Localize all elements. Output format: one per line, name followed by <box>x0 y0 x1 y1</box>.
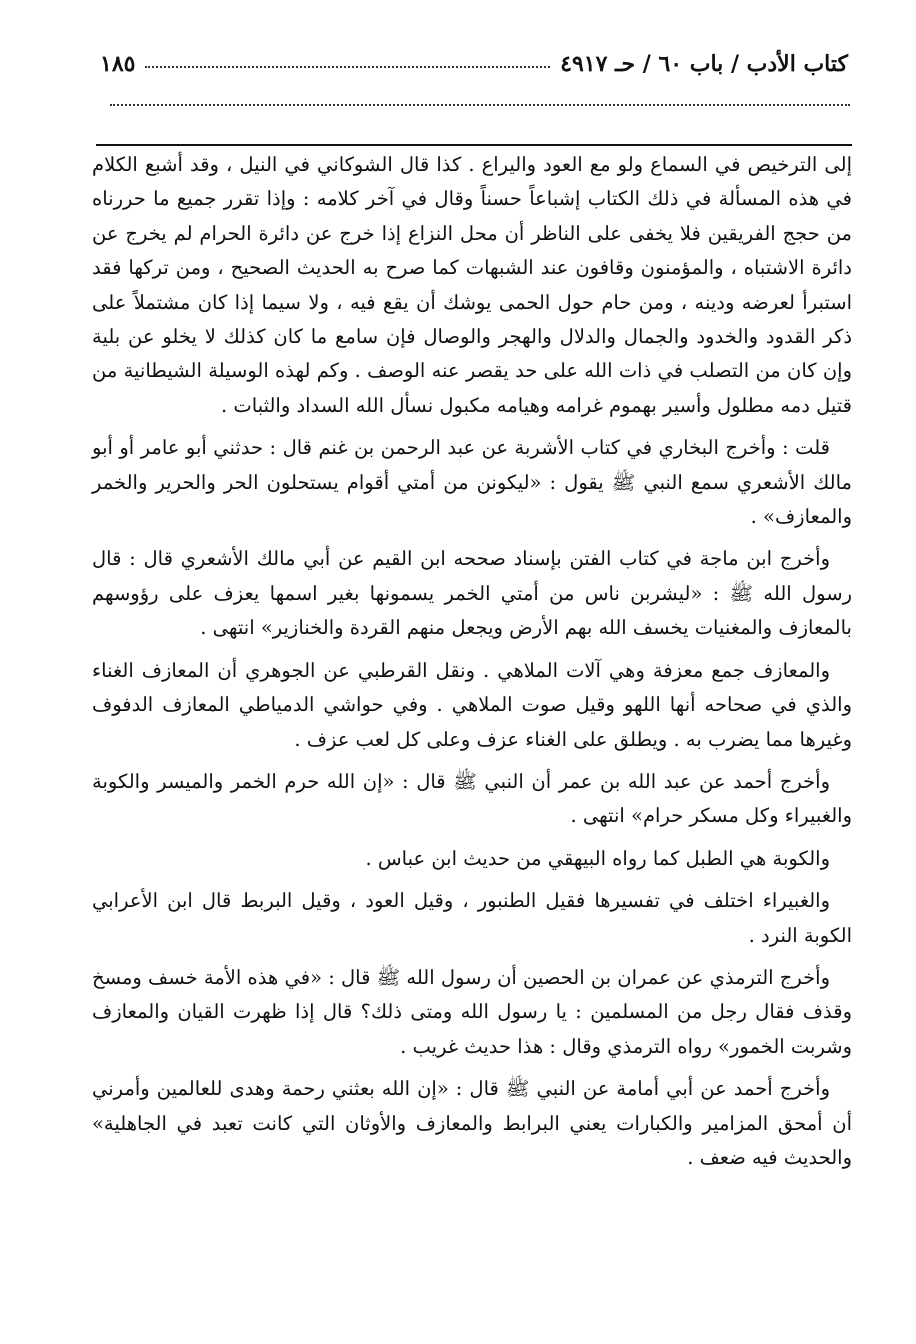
dotted-divider <box>110 104 850 106</box>
header-dot-leader <box>145 66 550 68</box>
paragraph: والغبيراء اختلف في تفسيرها فقيل الطنبور ، وقيل العود ، وقيل البربط قال ابن الأعرابي الكوبة النرد . <box>92 889 852 947</box>
paragraph: وأخرج أحمد عن أبي أمامة عن النبي ﷺ قال : «إن الله بعثني رحمة وهدى للعالمين وأمرني أن أمحق المزامير والكبارات يعني البرابط والمعازف والأوثان التي كانت تعبد في الجاهلية» والحديث فيه ضعف . <box>92 1077 852 1169</box>
paragraph: إلى الترخيص في السماع ولو مع العود واليراع . كذا قال الشوكاني في النيل ، وقد أشبع الكلام في هذه المسألة في ذلك الكتاب إشباعاً حسناً وقال في آخر كلامه : وإذا تقرر جميع ما حررناه من حجج الفريقين فلا يخفى على الناظر أن محل النزاع إذا خرج عن دائرة الحرام لم يخرج عن دائرة الاشتباه ، والمؤمنون وقافون عند الشبهات كما صرح به الحديث الصحيح ، ومن تركها فقد استبرأ لعرضه ودينه ، ومن حام حول الحمى يوشك أن يقع فيه ، ولا سيما إذا كان مشتملاً على ذكر القدود والخدود والجمال والدلال والهجر والوصال فإن سامع ما كان كذلك لا يخلو عن بلية وإن كان من التصلب في ذات الله على حد يقصر عنه الوصف . وكم لهذه الوسيلة الشيطانية من قتيل دمه مطلول وأسير بهموم غرامه وهيامه مكبول نسأل الله السداد والثبات . <box>92 153 852 417</box>
header-title: كتاب الأدب / باب ٦٠ / حـ ٤٩١٧ <box>560 51 848 77</box>
page-number: ١٨٥ <box>100 51 136 77</box>
paragraph: وأخرج ابن ماجة في كتاب الفتن بإسناد صححه ابن القيم عن أبي مالك الأشعري قال : قال رسول الله ﷺ : «ليشربن ناس من أمتي الخمر يسمونها بغير اسمها يعزف على رؤوسهم بالمعازف والمغنيات يخسف الله بهم الأرض ويجعل منهم القردة والخنازير» انتهى . <box>92 547 852 640</box>
paragraph: وأخرج الترمذي عن عمران بن الحصين أن رسول الله ﷺ قال : «في هذه الأمة خسف ومسخ وقذف فقال رجل من المسلمين : يا رسول الله ومتى ذلك؟ قال إذا ظهرت القيان والمعازف وشربت الخمور» رواه الترمذي وقال : هذا حديث غريب . <box>92 965 852 1058</box>
paragraph: والمعازف جمع معزفة وهي آلات الملاهي . ونقل القرطبي عن الجوهري أن المعازف الغناء والذي في صحاحه أنها اللهو وقيل صوت الملاهي . وفي حواشي الدمياطي المعازف الدفوف وغيرها مما يضرب به . ويطلق على الغناء عزف وعلى كل لعب عزف . <box>92 658 852 751</box>
horizontal-rule <box>96 144 852 146</box>
paragraph: والكوبة هي الطبل كما رواه البيهقي من حديث ابن عباس . <box>365 846 830 870</box>
paragraph: وأخرج أحمد عن عبد الله بن عمر أن النبي ﷺ قال : «إن الله حرم الخمر والميسر والكوبة والغبيراء وكل مسكر حرام» انتهى . <box>92 769 852 828</box>
body-text <box>92 148 852 1183</box>
running-header <box>100 44 848 84</box>
paragraph: قلت : وأخرج البخاري في كتاب الأشربة عن عبد الرحمن بن غنم قال : حدثني أبو عامر أو أبو مالك الأشعري سمع النبي ﷺ يقول : «ليكونن من أمتي أقوام يستحلون الحر والحرير والخمر والمعازف» . <box>92 436 852 529</box>
